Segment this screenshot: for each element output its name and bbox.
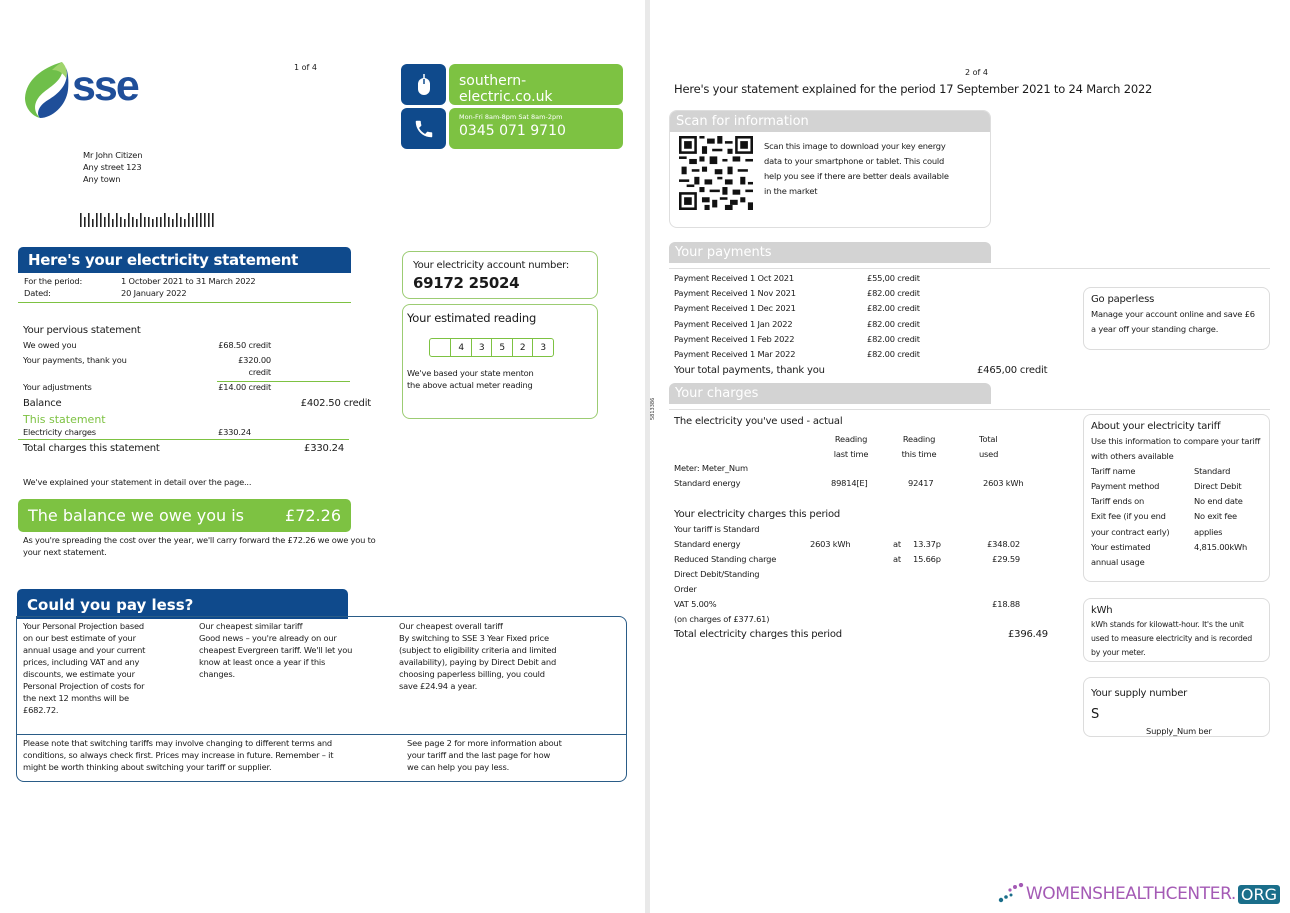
meter-digit: 5 bbox=[491, 339, 512, 356]
dots-icon bbox=[998, 883, 1026, 905]
prev-row: We owed you £68.50 credit bbox=[23, 340, 271, 350]
payments-list bbox=[674, 271, 1054, 379]
kwh-text: kWh stands for kilowatt-hour. It's the unit used to measure electricity and is recorded by your meter. bbox=[1091, 620, 1253, 657]
supply-number-box bbox=[1083, 677, 1270, 737]
period-value: 1 October 2021 to 31 March 2022 bbox=[121, 276, 256, 286]
tariff-info-row: Tariff name Standard bbox=[1091, 466, 1231, 476]
phone-hours: Mon-Fri 8am-8pm Sat 8am-2pm bbox=[459, 113, 563, 121]
mouse-icon bbox=[401, 64, 446, 105]
estimated-reading-note: We've based your state menton the above actual meter reading bbox=[407, 368, 534, 390]
sse-logo bbox=[22, 60, 152, 120]
pay-less-title: Could you pay less? bbox=[17, 589, 348, 619]
meter-label: Meter: Meter_Num bbox=[674, 463, 748, 473]
switching-note: Please note that switching tariffs may involve changing to different terms and conditions, so always check first. Prices may increase in future. Remember – it might be worth thinking about switching your tariff or supplier. bbox=[23, 738, 334, 772]
qr-code-icon[interactable] bbox=[674, 136, 758, 210]
tariff-info-box bbox=[1083, 414, 1270, 582]
payments-total-row: Your total payments, thank you £465,00 credit bbox=[674, 365, 1048, 377]
estimated-reading-box bbox=[402, 304, 598, 419]
address-line-town: Any town bbox=[83, 174, 121, 184]
charge-line: VAT 5.00% £18.88 bbox=[674, 599, 1020, 609]
paperless-title: Go paperless bbox=[1091, 294, 1155, 305]
previous-title: Your pervious statement bbox=[23, 325, 141, 336]
period-label: For the period: bbox=[24, 276, 83, 286]
usage-title: The electricity you've used - actual bbox=[674, 416, 843, 427]
scan-text: Scan this image to download your key energy data to your smartphone or tablet. This could help you see if there are better deals available in the market bbox=[764, 141, 949, 196]
balance-owed-label: The balance we owe you is bbox=[28, 506, 245, 525]
carry-forward-note: As you're spreading the cost over the year, we'll carry forward the £72.26 we owe you to your next statement. bbox=[23, 535, 376, 557]
balance-owed-value: £72.26 bbox=[285, 506, 341, 525]
sse-swirl-icon bbox=[22, 60, 72, 120]
website-row[interactable] bbox=[401, 64, 623, 105]
statement-header-block bbox=[18, 247, 351, 303]
previous-statement bbox=[23, 323, 371, 411]
side-code: 5813386 bbox=[650, 397, 656, 420]
col-reading-last: Reading last time bbox=[833, 434, 869, 459]
meter-digit: 2 bbox=[512, 339, 533, 356]
payment-row: Payment Received 1 Nov 2021 £82.00 credit bbox=[674, 288, 920, 299]
tariff-info-title: About your electricity tariff bbox=[1091, 421, 1221, 432]
energy-row-this: 92417 bbox=[908, 478, 934, 488]
kwh-info-box bbox=[1083, 598, 1270, 662]
energy-row-total: 2603 kWh bbox=[983, 478, 1024, 488]
usage-section bbox=[674, 414, 1074, 488]
cheapest-overall-tariff: Our cheapest overall tariff By switching to SSE 3 Year Fixed price (subject to eligibility criteria and limited availability), paying by Direct Debit and choosing paperless billing, you could save £24.94 a year. bbox=[399, 621, 557, 691]
page-number: 2 of 4 bbox=[965, 68, 988, 77]
supply-number: Supply_Num ber bbox=[1146, 726, 1212, 736]
tariff-info-row: Payment method Direct Debit bbox=[1091, 481, 1242, 491]
green-rule bbox=[217, 381, 350, 382]
postal-barcode bbox=[80, 211, 230, 227]
address-line-name: Mr John Citizen bbox=[83, 150, 143, 160]
payments-header bbox=[669, 242, 991, 263]
go-paperless-box[interactable] bbox=[1083, 287, 1270, 350]
phone-row[interactable] bbox=[401, 108, 623, 149]
kwh-title: kWh bbox=[1091, 605, 1113, 616]
payment-row: Payment Received 1 Oct 2021 £55,00 credit bbox=[674, 273, 920, 283]
personal-projection: Your Personal Projection based on our best estimate of your annual usage and your current prices, including VAT and any discounts, we estimate your Personal Projection of costs for the next 12 months will be £682.72. bbox=[23, 621, 146, 715]
prev-row: Your adjustments £14.00 credit bbox=[23, 382, 271, 392]
meter-reading-dials bbox=[429, 338, 554, 357]
watermark-tld: ORG bbox=[1238, 885, 1280, 904]
charge-line: Order bbox=[674, 584, 697, 594]
this-statement-title: This statement bbox=[23, 413, 106, 426]
divider bbox=[17, 734, 626, 735]
sse-logo-text: sse bbox=[72, 62, 138, 110]
estimated-reading-title: Your estimated reading bbox=[407, 311, 537, 325]
paperless-text: Manage your account online and save £6 a year off your standing charge. bbox=[1091, 309, 1255, 334]
explained-note: We've explained your statement in detail over the page... bbox=[23, 477, 252, 487]
tariff-info-row: Exit fee (if you end your contract early) No exit fee applies bbox=[1091, 511, 1237, 537]
payments-rule bbox=[669, 268, 1270, 269]
total-charges-row: Total charges this statement £330.24 bbox=[23, 443, 344, 454]
statement-explained-heading: Here's your statement explained for the period 17 September 2021 to 24 March 2022 bbox=[674, 82, 1153, 96]
meter-digit: 4 bbox=[450, 339, 471, 356]
statement-title: Here's your electricity statement bbox=[18, 247, 351, 273]
payments-title: Your payments bbox=[669, 242, 991, 263]
col-reading-this: Reading this time bbox=[901, 434, 937, 459]
payment-row: Payment Received 1 Dec 2021 £82.00 credit bbox=[674, 303, 920, 314]
payment-row: Payment Received 1 Mar 2022 £82.00 credit bbox=[674, 349, 920, 360]
pay-less-box bbox=[16, 616, 627, 782]
scan-title: Scan for information bbox=[670, 111, 990, 132]
meter-digit: 3 bbox=[471, 339, 492, 356]
dated-label: Dated: bbox=[24, 288, 51, 298]
website-link[interactable]: southern-electric.co.uk bbox=[449, 64, 623, 105]
cheapest-similar-tariff: Our cheapest similar tariff Good news – you're already on our cheapest Evergreen tariff. We'll let you know at least once a year if this changes. bbox=[199, 621, 353, 679]
watermark-logo bbox=[998, 883, 1280, 905]
charges-total-row: Total electricity charges this period £396.49 bbox=[674, 629, 1048, 640]
charge-line: (on charges of £377.61) bbox=[674, 614, 770, 624]
account-number-box bbox=[402, 251, 598, 299]
charge-line: Reduced Standing charge at 15.66p £29.59 bbox=[674, 554, 1020, 564]
balance-owed-bar bbox=[18, 499, 351, 532]
scan-info-box bbox=[669, 110, 991, 228]
phone-info bbox=[449, 108, 623, 149]
charges-rule bbox=[669, 409, 1270, 410]
page-number: 1 of 4 bbox=[294, 63, 317, 72]
charges-title: Your charges bbox=[669, 383, 991, 404]
dated-value: 20 January 2022 bbox=[121, 288, 187, 298]
statement-period bbox=[18, 273, 351, 303]
charges-header bbox=[669, 383, 991, 404]
charges-row: Electricity charges £330.24 bbox=[18, 426, 349, 440]
phone-icon bbox=[401, 108, 446, 149]
energy-row-last: 89814[E] bbox=[831, 478, 868, 488]
balance-row: Balance £402.50 credit bbox=[23, 398, 371, 409]
period-charges-title: Your electricity charges this period bbox=[674, 509, 841, 520]
supply-title: Your supply number bbox=[1091, 688, 1188, 699]
account-label: Your electricity account number: bbox=[413, 260, 570, 271]
tariff-line: Your tariff is Standard bbox=[674, 524, 760, 534]
account-number: 69172 25024 bbox=[413, 274, 520, 292]
see-page-2-note: See page 2 for more information about your tariff and the last page for how we can help you pay less. bbox=[407, 738, 562, 772]
customer-address bbox=[83, 149, 142, 185]
tariff-info-row: Your estimated annual usage 4,815.00kWh bbox=[1091, 542, 1248, 567]
payment-row: Payment Received 1 Feb 2022 £82.00 credit bbox=[674, 333, 920, 344]
charge-line: Direct Debit/Standing bbox=[674, 569, 760, 579]
supply-letter: S bbox=[1091, 707, 1100, 722]
prev-row: Your payments, thank you £320.00 credit bbox=[23, 355, 271, 377]
charge-line: Standard energy 2603 kWh at 13.37p £348.02 bbox=[674, 539, 1020, 549]
this-statement bbox=[23, 413, 349, 456]
watermark-name: WOMENSHEALTHCENTER. bbox=[1025, 884, 1236, 904]
phone-number[interactable]: 0345 071 9710 bbox=[459, 123, 566, 139]
meter-digit bbox=[430, 339, 450, 356]
meter-digit: 3 bbox=[532, 339, 553, 356]
energy-row-label: Standard energy bbox=[674, 478, 741, 488]
period-charges-section bbox=[674, 507, 1074, 643]
col-total-used: Total used bbox=[979, 434, 999, 459]
tariff-info-intro: Use this information to compare your tariff with others available bbox=[1091, 436, 1261, 461]
tariff-info-row: Tariff ends on No end date bbox=[1091, 496, 1243, 506]
address-line-street: Any street 123 bbox=[83, 162, 142, 172]
payment-row: Payment Received 1 Jan 2022 £82.00 credit bbox=[674, 318, 920, 329]
statement-page-2 bbox=[650, 0, 1290, 913]
